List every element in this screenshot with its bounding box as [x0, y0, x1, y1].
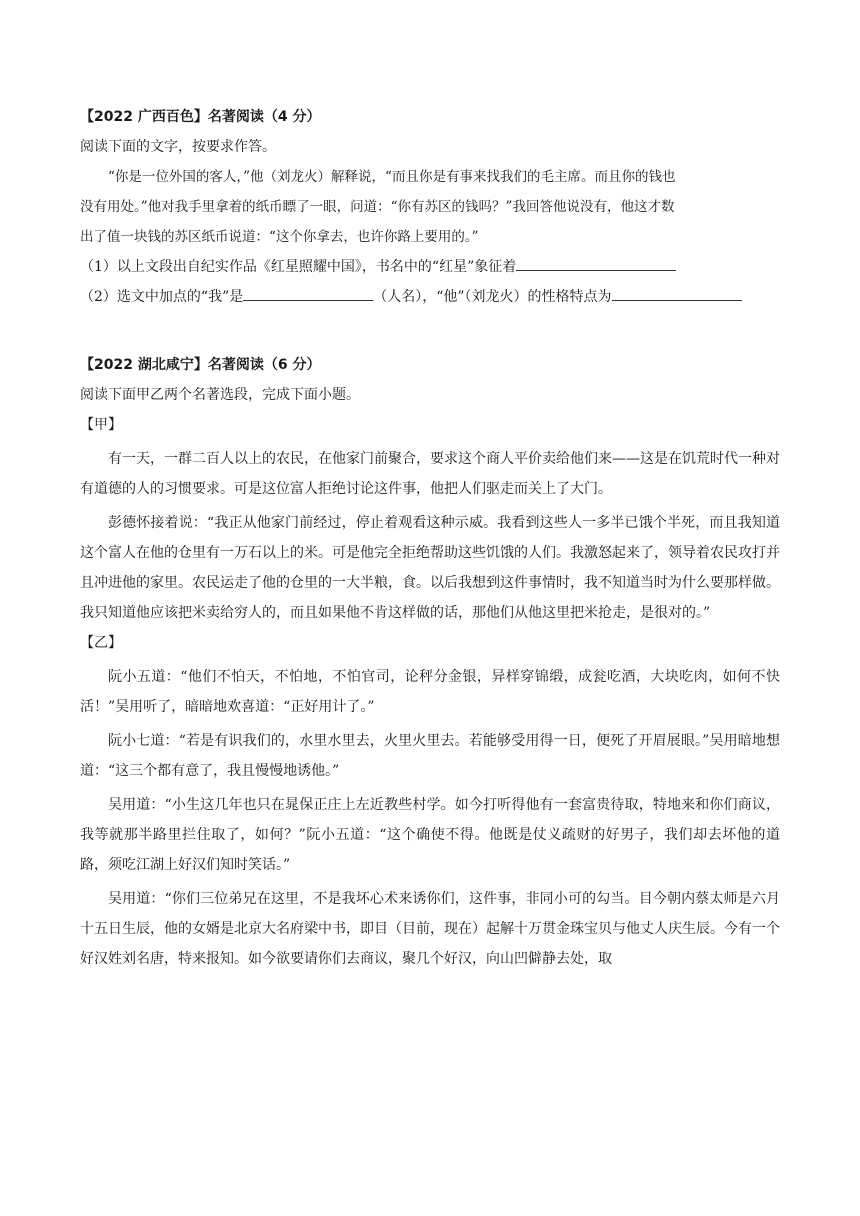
- section2-heading: 【2022 湖北咸宁】名著阅读（6 分）: [80, 357, 321, 373]
- answer-blank[interactable]: [516, 256, 676, 271]
- jia-paragraph: 彭德怀接着说：“我正从他家门前经过，停止着观看这种示威。我看到这些人一多半已饿个半死，而且我知道这个富人在他的仓里有一万石以上的米。可是他完全拒绝帮助这些饥饿的人们。我激怒起来了，领导着农民攻打并且冲进他的家里。农民运走了他的仓里的一大半粮，食。以后我想到这件事情时，我不知道当时为什么要那样做。我只知道他应该把米卖给穷人的，而且如果他不肯这样做的话，那他们从他这里把米抢走，是很对的。”: [80, 515, 780, 621]
- yi-paragraph: 吴用道：“你们三位弟兄在这里，不是我坏心术来诱你们，这件事，非同小可的勾当。目今朝内蔡太师是六月十五日生辰，他的女婿是北京大名府梁中书，即目（目前，现在）起解十万贯金珠宝贝与他丈人庆生辰。今有一个好汉姓刘名唐，特来报知。如今欲要请你们去商议，聚几个好汉，向山凹僻静去处，取: [80, 891, 780, 967]
- answer-blank[interactable]: [243, 286, 373, 301]
- passage-line: 出了值一块钱的苏区纸币说道：“这个你拿去，也许你路上要用的。”: [80, 229, 479, 245]
- yi-paragraph: 吴用道：“小生这几年也只在晁保正庄上左近教些村学。如今打听得他有一套富贵待取，特地来和你们商议，我等就那半路里拦住取了，如何？”阮小五道：“这个确使不得。他既是仗义疏财的好男子，我们却去坏他的道路，须吃江湖上好汉们知时笑话。”: [80, 797, 780, 873]
- question-2: [80, 286, 780, 308]
- question-2-text-a: （2）选文中加点的“我”是: [80, 289, 244, 305]
- section1-heading: 【2022 广西百色】名著阅读（4 分）: [80, 109, 321, 125]
- question-1-text: （1）以上文段出自纪实作品《红星照耀中国》，书名中的“红星”象征着: [80, 259, 517, 275]
- question-1: [80, 256, 780, 278]
- answer-blank[interactable]: [612, 286, 742, 301]
- label-jia: 【甲】: [80, 417, 122, 433]
- passage-line: 没有用处。”他对我手里拿着的纸币瞟了一眼，问道：“你有苏区的钱吗？”我回答他说没有，他这才数: [80, 199, 675, 215]
- document-content: [80, 106, 780, 978]
- question-2-text-b: （人名），“他”（刘龙火）的性格特点为: [373, 289, 612, 305]
- section1-instruction: 阅读下面的文字，按要求作答。: [80, 139, 276, 155]
- section1-passage: [80, 166, 780, 248]
- yi-paragraph: 阮小五道：“他们不怕天，不怕地，不怕官司，论秤分金银，异样穿锦缎，成瓮吃酒，大块吃肉，如何不快活！”吴用听了，暗暗地欢喜道：“正好用计了。”: [80, 669, 780, 715]
- section2-instruction: 阅读下面甲乙两个名著选段，完成下面小题。: [80, 387, 360, 403]
- jia-paragraph: 有一天，一群二百人以上的农民，在他家门前聚合，要求这个商人平价卖给他们来——这是在饥荒时代一种对有道德的人的习惯要求。可是这位富人拒绝讨论这件事，他把人们驱走而关上了大门。: [80, 451, 780, 497]
- label-yi: 【乙】: [80, 635, 122, 651]
- yi-paragraph: 阮小七道：“若是有识我们的，水里水里去，火里火里去。若能够受用得一日，便死了开眉展眼。”吴用暗地想道：“这三个都有意了，我且慢慢地诱他。”: [80, 733, 780, 779]
- passage-line: “你是一位外国的客人，”他（刘龙火）解释说，“而且你是有事来找我们的毛主席。而且你的钱也: [108, 169, 676, 185]
